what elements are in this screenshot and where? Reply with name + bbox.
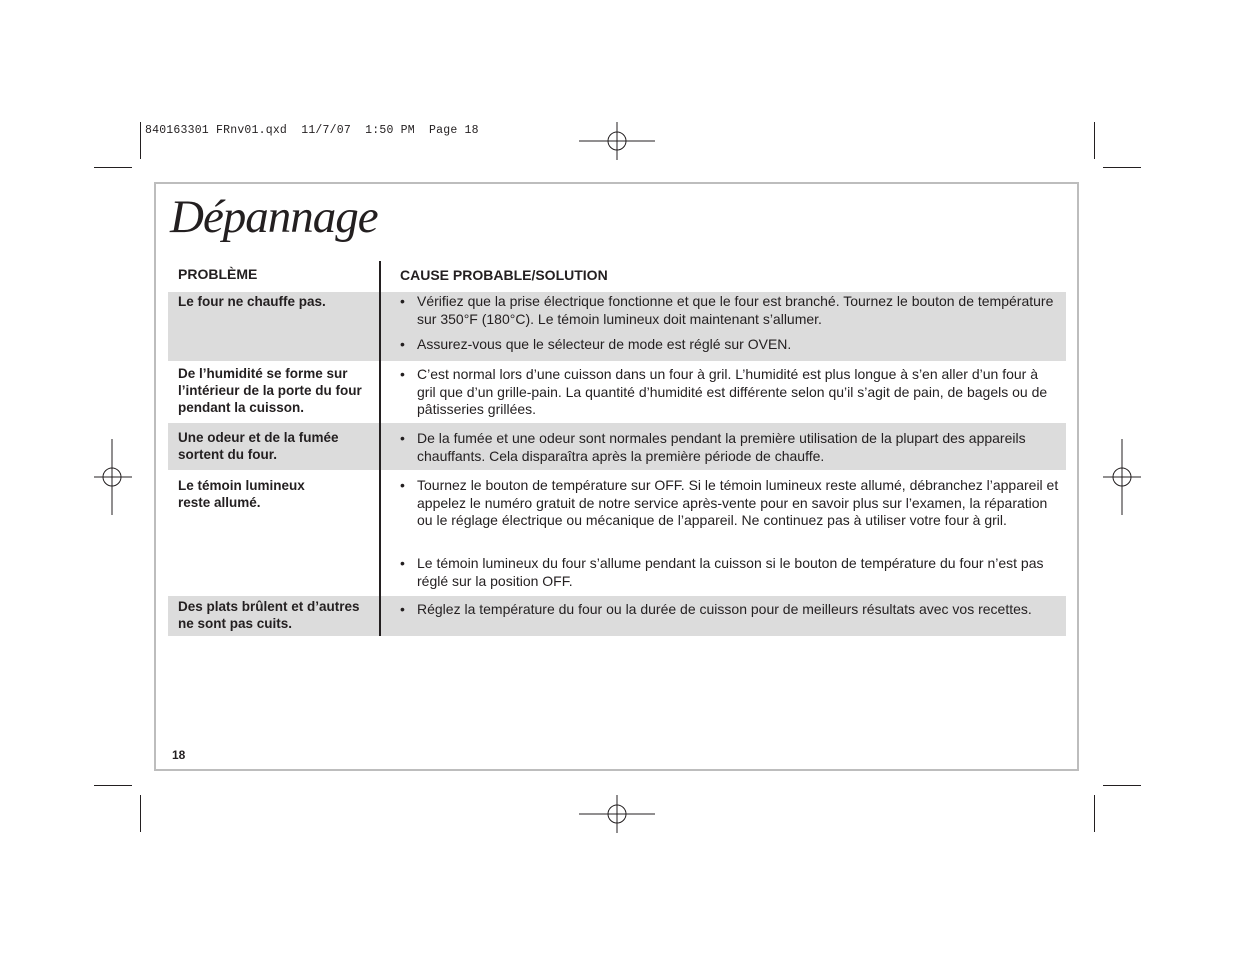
solution-text: Le témoin lumineux du four s’allume pendant la cuisson si le bouton de température du four n’est pas réglé sur la position OFF. [417, 555, 1044, 589]
problem-cell: De l’humidité se forme sur l’intérieur de la porte du four pendant la cuisson. [178, 366, 362, 415]
page-title: Dépannage [170, 191, 378, 243]
bullet-icon: • [400, 601, 405, 617]
bullet-icon: • [400, 555, 405, 571]
column-header-solution: CAUSE PROBABLE/SOLUTION [400, 267, 608, 283]
solution-text: Vérifiez que la prise électrique fonctionne et que le four est branché. Tournez le bouton de température sur 350°F (180°C). Le témoin lumineux doit maintenant s’allumer. [417, 293, 1054, 327]
solution-text: De la fumée et une odeur sont normales pendant la première utilisation de la plupart des appareils chauffants. Cela disparaîtra après la première période de chauffe. [417, 430, 1026, 464]
solution-bullet [400, 555, 1060, 590]
bullet-icon: • [400, 430, 405, 446]
table-row [168, 361, 1066, 423]
column-divider [379, 261, 381, 636]
solution-bullet [400, 601, 1060, 619]
table-row [168, 596, 1066, 636]
bullet-icon: • [400, 477, 405, 493]
solution-bullet [400, 336, 1060, 354]
problem-cell: Le témoin lumineux reste allumé. [178, 478, 305, 510]
registration-mark-icon [579, 103, 655, 179]
table-row [168, 292, 1066, 361]
problem-cell: Des plats brûlent et d’autres ne sont pas cuits. [178, 599, 360, 631]
bullet-icon: • [400, 366, 405, 382]
solution-bullet [400, 477, 1060, 530]
solution-text: C’est normal lors d’une cuisson dans un four à gril. L’humidité est plus longue à s’en aller d’un four à gril que d’un grille-pain. La quantité d’humidité est différente selon qu’il s’agit de pain, de bagels ou de pâtisseries grillées. [417, 366, 1048, 417]
crop-mark [1103, 167, 1141, 168]
print-slug: 840163301 FRnv01.qxd 11/7/07 1:50 PM Page 18 [145, 124, 479, 137]
problem-cell: Le four ne chauffe pas. [178, 294, 326, 309]
crop-mark [140, 122, 141, 159]
crop-mark [94, 167, 132, 168]
table-row [168, 423, 1066, 470]
crop-mark [140, 795, 141, 832]
column-header-problem: PROBLÈME [178, 266, 258, 282]
solution-text: Assurez-vous que le sélecteur de mode est réglé sur OVEN. [417, 336, 792, 352]
solution-text: Tournez le bouton de température sur OFF. Si le témoin lumineux reste allumé, débranchez l’appareil et appelez le numéro gratuit de notre service après-vente pour en savoir plus sur l’examen, la réparation ou le réglage électrique ou mécanique de l’appareil. Ne continuez pas à utiliser votre four à gril. [417, 477, 1059, 528]
registration-mark-icon [579, 776, 655, 852]
bullet-icon: • [400, 293, 405, 309]
solution-bullet [400, 293, 1060, 328]
solution-text: Réglez la température du four ou la durée de cuisson pour de meilleurs résultats avec vos recettes. [417, 601, 1032, 617]
crop-mark [1094, 795, 1095, 832]
solution-bullet [400, 430, 1060, 465]
crop-mark [1103, 785, 1141, 786]
crop-mark [1094, 122, 1095, 159]
page-number: 18 [172, 748, 186, 762]
registration-mark-icon [1085, 439, 1161, 515]
solution-bullet [400, 366, 1060, 419]
crop-mark [94, 785, 132, 786]
bullet-icon: • [400, 336, 405, 352]
problem-cell: Une odeur et de la fumée sortent du four. [178, 430, 339, 462]
table-row [168, 470, 1066, 596]
